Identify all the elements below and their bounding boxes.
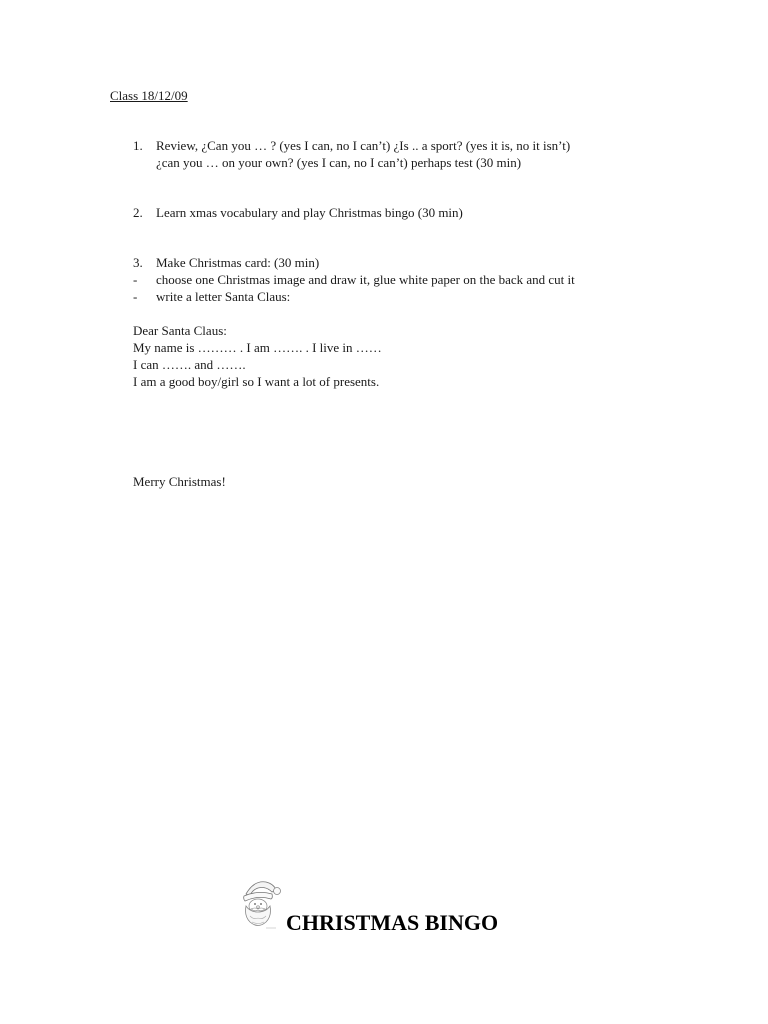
item-body (156, 254, 319, 271)
item-body (156, 204, 463, 221)
letter-line: I can ……. and ……. (133, 357, 246, 372)
item-line: ¿can you … on your own? (yes I can, no I can’t) perhaps test (30 min) (156, 155, 522, 170)
item-line: Review, ¿Can you … ? (yes I can, no I can’t) ¿Is .. a sport? (yes it is, no it isn’t) (156, 138, 571, 153)
item-number: 3. (133, 255, 143, 270)
class-title: Class 18/12/09 (110, 88, 188, 103)
bingo-title: CHRISTMAS BINGO (286, 910, 499, 935)
letter-line: Dear Santa Claus: (133, 323, 227, 338)
bingo-heading (236, 876, 556, 936)
item-line: Make Christmas card: (30 min) (156, 255, 320, 270)
santa-letter (133, 322, 382, 390)
item-number: 2. (133, 205, 143, 220)
sub-item-text: write a letter Santa Claus: (156, 289, 291, 304)
closing-line: Merry Christmas! (133, 474, 226, 489)
sub-item-marker: - (133, 289, 138, 304)
item-number: 1. (133, 138, 143, 153)
letter-line: My name is ……… . I am ……. . I live in …… (133, 340, 382, 355)
item-body (156, 137, 570, 171)
sub-item-marker: - (133, 272, 138, 287)
item-line: Learn xmas vocabulary and play Christmas bingo (30 min) (156, 205, 463, 220)
letter-line: I am a good boy/girl so I want a lot of presents. (133, 374, 380, 389)
santa-claus-icon (236, 876, 284, 932)
sub-item-text: choose one Christmas image and draw it, glue white paper on the back and cut it (156, 272, 575, 287)
